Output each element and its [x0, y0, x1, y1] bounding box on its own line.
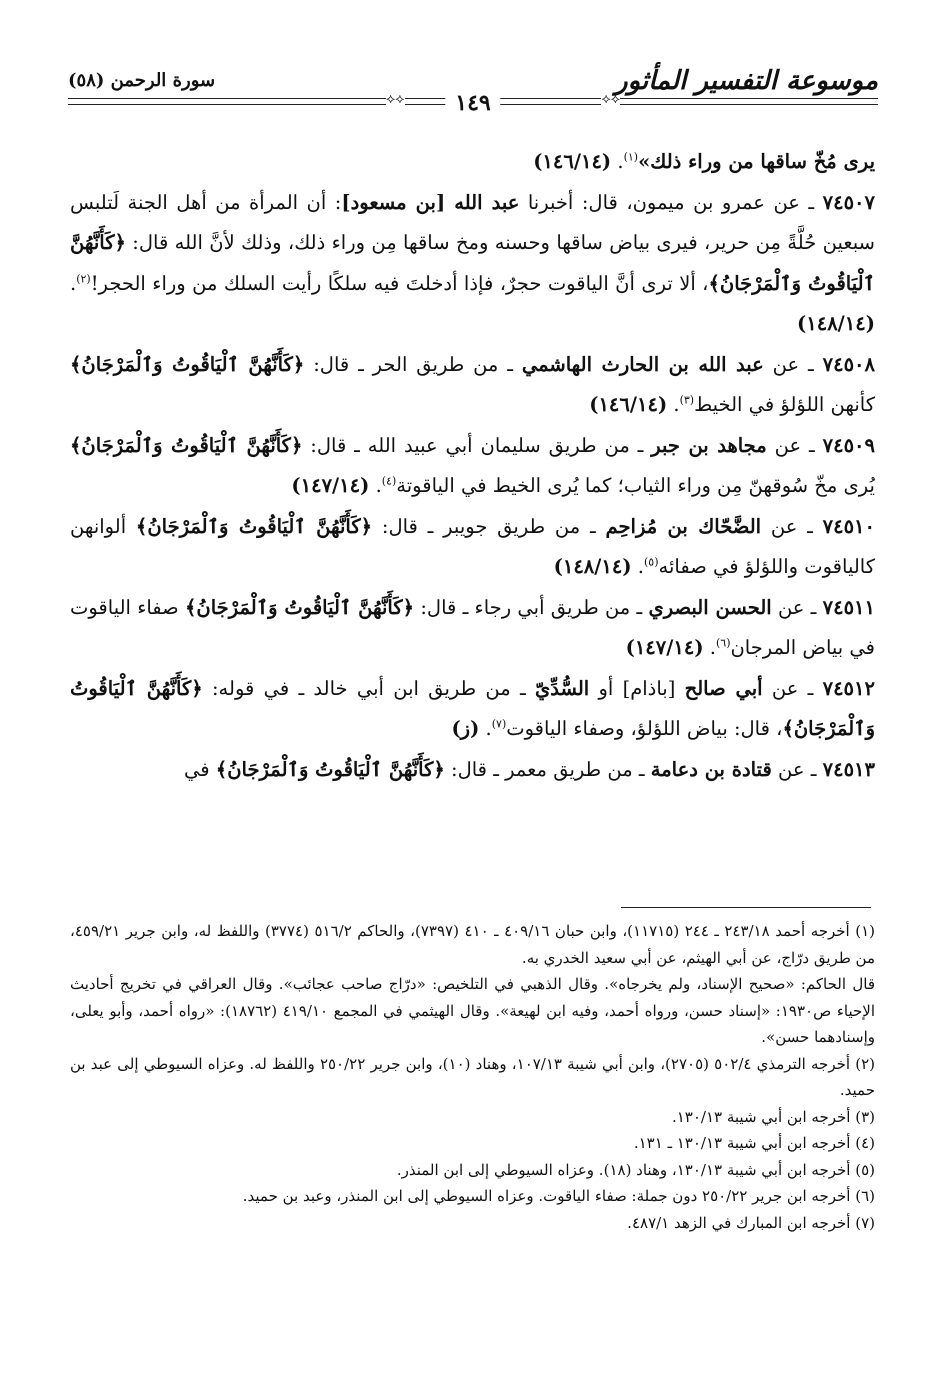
footnote: (٦) أخرجه ابن جرير ٢٥٠/٢٢ دون جملة: صفاء الياقوت. وعزاه السيوطي إلى ابن المنذر، وعبد بن حميد. [242, 1187, 875, 1205]
quran-verse: ﴿كَأَنَّهُنَّ ٱلْيَاقُوتُ وَٱلْمَرْجَانُ﴾ [215, 757, 445, 781]
quran-verse: ﴿كَأَنَّهُنَّ ٱلْيَاقُوتُ وَٱلْمَرْجَانُ﴾ [70, 231, 875, 295]
narrator-name: عبد الله [بن مسعود] [341, 190, 520, 214]
entry-text: ـ من طريق ابن أبي خالد ـ في قوله: [202, 676, 535, 700]
entry-text: عمرو بن ميمون، قال: أخبرنا [519, 190, 765, 214]
entry-number: ٧٤٥٠٨ [822, 352, 875, 376]
footnotes [70, 918, 875, 1236]
entry [70, 669, 875, 750]
entry-text: . [703, 636, 716, 659]
entry [70, 426, 875, 507]
narrator-name: قتادة بن دعامة [650, 757, 772, 781]
volume-reference: (١٤٨/١٤) [553, 555, 632, 578]
footnote-marker: (٧) [491, 717, 507, 731]
narrator-name: السُّدِّيّ [534, 676, 590, 700]
entry-text: صفاء الياقوت في بياض المرجان [70, 595, 875, 659]
entry-text: في [184, 757, 216, 781]
main-text [70, 142, 875, 790]
entry-text: ـ عن [763, 352, 823, 376]
entry-text: كأنهن اللؤلؤ في الخيط [694, 393, 875, 416]
narrator-name: الحسن البصري [648, 595, 772, 619]
volume-reference: (١٤٦/١٤) [533, 150, 612, 173]
entry-text: . [479, 717, 492, 740]
footnote: (٣) أخرجه ابن أبي شيبة ١٣٠/١٣. [671, 1107, 875, 1126]
volume-reference: (١٤٦/١٤) [589, 393, 668, 416]
footnote-divider [621, 907, 871, 908]
entry-text: ـ من طريق الحر ـ قال: [304, 352, 522, 376]
entry-text: [باذام] أو [589, 676, 685, 700]
narrator-name: الضَّحّاك بن مُزاحِم [605, 514, 762, 538]
narrator-name: عبد الله بن الحارث الهاشمي [521, 352, 764, 376]
entry [70, 750, 875, 791]
entry-text: . [611, 150, 624, 173]
entry-number: ٧٤٥١١ [822, 595, 876, 619]
volume-reference: (١٤٧/١٤) [625, 636, 704, 659]
footnote: (٥) أخرجه ابن أبي شيبة ١٣٠/١٣، وهناد (١٨). وعزاه السيوطي إلى ابن المنذر. [396, 1160, 875, 1179]
entry-text: . [667, 393, 680, 416]
entry-text: ـ عن [766, 433, 823, 457]
entry-number: ٧٤٥١٢ [822, 676, 875, 700]
entry-number: ٧٤٥٠٩ [822, 433, 875, 457]
book-title: موسوعة التفسير المأثور [615, 66, 878, 96]
footnote-marker: (٤) [381, 474, 397, 488]
entry-text: ـ من طريق معمر ـ قال: [444, 757, 651, 781]
entry-text: يُرى مخّ سُوقهنّ مِن وراء الثياب؛ كما يُرى الخيط في الياقوتة [396, 474, 875, 497]
footnote: (٢) أخرجه الترمذي ٥٠٢/٤ (٢٧٠٥)، وابن أبي شيبة ١٠٧/١٣، وهناد (١٠)، وابن جرير ٢٥٠/٢٢ واللفظ له. وعزاه السيوطي إلى عبد بن حميد. [70, 1054, 875, 1099]
entry-text: . [631, 555, 644, 578]
entry-number: ٧٤٥١٠ [822, 514, 876, 538]
narrator-name: أبي صالح [684, 676, 763, 700]
footnote-marker: (٦) [715, 636, 731, 650]
footnote: (٤) أخرجه ابن أبي شيبة ١٣٠/١٣ ـ ١٣١. [633, 1134, 875, 1152]
entry-text: ـ عن [761, 514, 823, 538]
footnote-marker: (١) [623, 150, 639, 164]
entry-text: ـ عن [764, 190, 823, 214]
entry-text: ألوانهن كالياقوت واللؤلؤ في صفائه [70, 514, 875, 578]
quran-verse: ﴿كَأَنَّهُنَّ ٱلْيَاقُوتُ وَٱلْمَرْجَانُ﴾ [70, 433, 303, 457]
entry [70, 507, 875, 588]
footnote-marker: (٢) [76, 272, 91, 285]
entry-text: ـ عن [762, 676, 823, 700]
page-header [68, 62, 878, 120]
volume-reference: (ز) [451, 717, 480, 740]
entry-text: يرى مُخّ ساقها من وراء ذلك» [638, 150, 875, 173]
entry-text: : أن المرأة من أهل الجنة لَتلبس سبعين حُلَّةً مِن حرير، فيرى بياض ساقها وحسنه ومخ ساقها مِن وراء ذلك، وذلك لأنَّ الله قال: [70, 190, 875, 254]
footnote: (١) أخرجه أحمد ٢٤٣/١٨ ـ ٢٤٤ (١١٧١٥)، وابن حبان ٤٠٩/١٦ ـ ٤١٠ (٧٣٩٧)، والحاكم ٥١٦/٢ (٣٧٧٤) واللفظ له، وابن جرير ٤٥٩/٢١، من طريق درّاج، عن أبي الهيثم، عن أبي سعيد الخدري به. [70, 922, 876, 967]
footnote: (٧) أخرجه ابن المبارك في الزهد ٤٨٧/١. [627, 1213, 875, 1232]
surah-label: سورة الرحمن (٥٨) [68, 70, 216, 91]
entry-continuation [70, 142, 875, 183]
volume-reference: (١٤٧/١٤) [291, 474, 370, 497]
page-number: ١٤٩ [445, 90, 500, 116]
entry-text: ، ألا ترى أنَّ الياقوت حجرٌ، فإذا أدخلتَ فيه سلكًا رأيت السلك من وراء الحجر! [90, 271, 709, 295]
entry-text: ـ من طريق جويبر ـ قال: [372, 514, 606, 538]
entry-text: ـ من طريق أبي رجاء ـ قال: [414, 595, 649, 619]
entry [70, 345, 875, 426]
ornament-icon: ⟡⟡ [386, 91, 405, 107]
entry [70, 183, 875, 345]
footnote: قال الحاكم: «صحيح الإسناد، ولم يخرجاه». وقال الذهبي في التلخيص: «درّاج صاحب عجائب». وقال العراقي في تخريج أحاديث الإحياء ص١٩٣٠: «إسناد حسن، ورواه أحمد، وفيه ابن لهيعة». وقال الهيثمي في المجمع ٤١٩/١٠ (١٨٧٦٢): «رواه أحمد، وأبو يعلى، وإسنادهما حسن». [70, 975, 875, 1046]
entry-text: ـ عن [771, 595, 823, 619]
entry-number: ٧٤٥١٣ [822, 757, 875, 781]
entry-text: ـ عن [771, 757, 823, 781]
entry [70, 588, 875, 669]
quran-verse: ﴿كَأَنَّهُنَّ ٱلْيَاقُوتُ وَٱلْمَرْجَانُ﴾ [70, 352, 305, 376]
quran-verse: ﴿كَأَنَّهُنَّ ٱلْيَاقُوتُ وَٱلْمَرْجَانُ﴾ [70, 676, 875, 740]
narrator-name: مجاهد بن جبر [651, 433, 767, 457]
entry-number: ٧٤٥٠٧ [822, 190, 875, 214]
entry-text: . [369, 474, 382, 497]
ornament-icon: ⟡⟡ [601, 91, 620, 107]
footnote-marker: (٥) [644, 555, 659, 569]
quran-verse: ﴿كَأَنَّهُنَّ ٱلْيَاقُوتُ وَٱلْمَرْجَانُ﴾ [184, 595, 415, 619]
footnote-marker: (٣) [679, 393, 695, 407]
entry-text: . [70, 271, 77, 295]
entry-text: ـ من طريق سليمان أبي عبيد الله ـ قال: [302, 433, 652, 457]
volume-reference: (١٤٨/١٤) [797, 312, 875, 335]
entry-text: ، قال: بياض اللؤلؤ، وصفاء الياقوت [506, 717, 783, 740]
quran-verse: ﴿كَأَنَّهُنَّ ٱلْيَاقُوتُ وَٱلْمَرْجَانُ﴾ [135, 514, 373, 538]
